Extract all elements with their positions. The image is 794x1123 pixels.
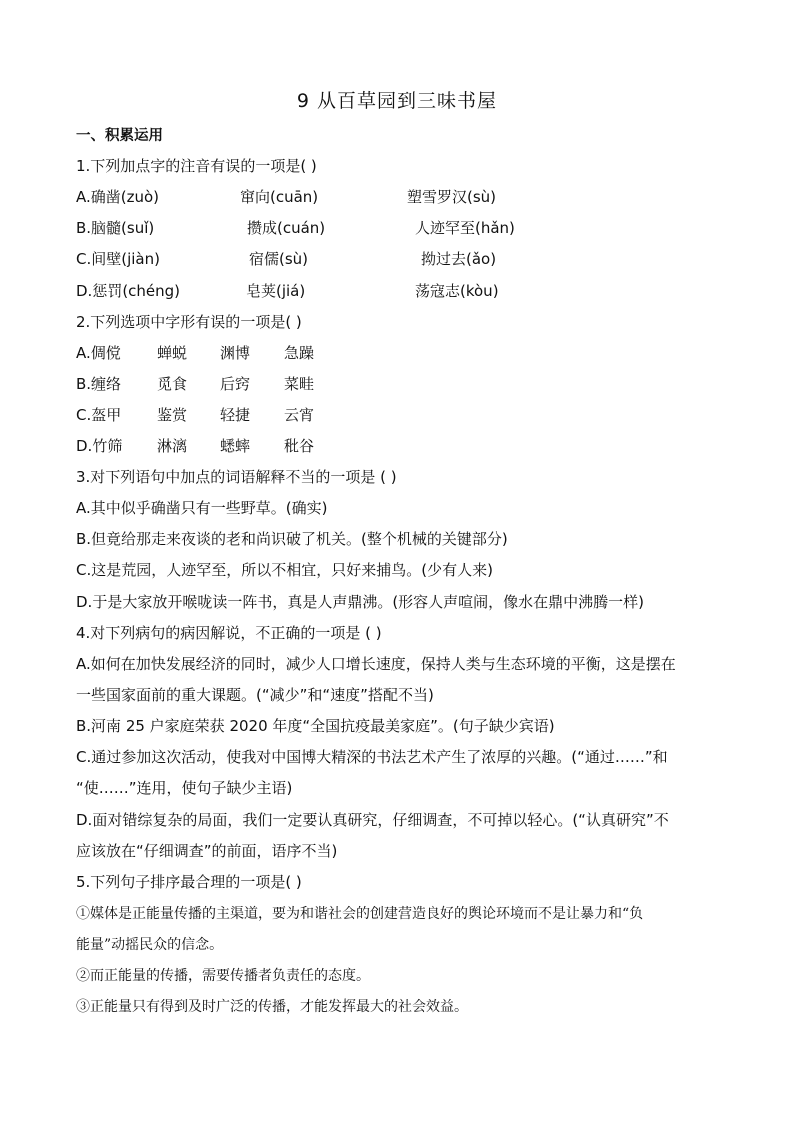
question-5-stem: 5.下列句子排序最合理的一项是( ) <box>76 873 302 891</box>
q1-option-a-3: 塑雪罗汉(sù) <box>407 188 497 206</box>
q2-b-2: 觅食 <box>157 375 188 393</box>
q1-option-b-3: 人迹罕至(hǎn) <box>415 219 515 237</box>
q1-option-d-2: 皂荚(jiá) <box>246 282 306 300</box>
q2-d-4: 秕谷 <box>284 437 315 455</box>
q2-d-1: D.竹筛 <box>76 437 123 455</box>
q5-sentence-2: ②而正能量的传播，需要传播者负责任的态度。 <box>76 968 370 984</box>
q1-option-b-1: B.脑髓(suǐ) <box>76 219 155 237</box>
q5-sentence-3: ③正能量只有得到及时广泛的传播，才能发挥最大的社会效益。 <box>76 999 468 1015</box>
q1-option-c-3: 拗过去(ǎo) <box>421 250 497 268</box>
q2-d-3: 蟋蟀 <box>220 437 251 455</box>
q4-option-c-line2: “使……”连用，使句子缺少主语) <box>76 779 293 797</box>
q4-option-a-line2: 一些国家面前的重大课题。(“减少”和“速度”搭配不当) <box>76 686 434 704</box>
q1-option-c-1: C.间壁(jiàn) <box>76 250 160 268</box>
q2-b-1: B.缠络 <box>76 375 122 393</box>
q2-b-4: 菜畦 <box>284 375 315 393</box>
q5-sentence-1-line1: ①媒体是正能量传播的主渠道，要为和谐社会的创建营造良好的舆论环境而不是让暴力和“负 <box>76 906 644 922</box>
section-heading: 一、积累运用 <box>76 128 163 144</box>
q1-option-a-1: A.确凿(zuò) <box>76 188 160 206</box>
q1-option-c-2: 宿儒(sù) <box>249 250 309 268</box>
question-1-stem: 1.下列加点字的注音有误的一项是( ) <box>76 157 317 175</box>
q5-sentence-1-line2: 能量”动摇民众的信念。 <box>76 937 224 953</box>
q2-a-4: 急躁 <box>284 344 315 362</box>
question-4-stem: 4.对下列病句的病因解说，不正确的一项是 ( ) <box>76 624 382 642</box>
q2-a-2: 蝉蜕 <box>157 344 188 362</box>
question-2-stem: 2.下列选项中字形有误的一项是( ) <box>76 313 302 331</box>
q1-option-d-1: D.惩罚(chéng) <box>76 282 181 300</box>
q1-option-a-2: 窜向(cuān) <box>240 188 319 206</box>
q3-option-b: B.但竟给那走来夜谈的老和尚识破了机关。(整个机械的关键部分) <box>76 530 508 548</box>
q3-option-d: D.于是大家放开喉咙读一阵书，真是人声鼎沸。(形容人声喧闹，像水在鼎中沸腾一样) <box>76 593 645 611</box>
q2-c-4: 云宵 <box>284 406 315 424</box>
q2-c-2: 鉴赏 <box>157 406 188 424</box>
q2-d-2: 淋漓 <box>157 437 188 455</box>
q2-c-1: C.盔甲 <box>76 406 122 424</box>
q1-option-d-3: 荡寇志(kòu) <box>415 282 499 300</box>
q3-option-a: A.其中似乎确凿只有一些野草。(确实) <box>76 499 328 517</box>
q4-option-c-line1: C.通过参加这次活动，使我对中国博大精深的书法艺术产生了浓厚的兴趣。(“通过……”和 <box>76 748 668 766</box>
q4-option-d-line1: D.面对错综复杂的局面，我们一定要认真研究，仔细调查，不可掉以轻心。(“认真研究”不 <box>76 811 669 829</box>
q4-option-b: B.河南 25 户家庭荣获 2020 年度“全国抗疫最美家庭”。(句子缺少宾语) <box>76 717 555 735</box>
q1-option-b-2: 攒成(cuán) <box>247 219 326 237</box>
q2-c-3: 轻捷 <box>220 406 251 424</box>
page-title: 9 从百草园到三味书屋 <box>296 90 498 112</box>
q2-b-3: 后窍 <box>220 375 251 393</box>
q4-option-a-line1: A.如何在加快发展经济的同时，减少人口增长速度，保持人类与生态环境的平衡，这是摆在 <box>76 655 676 673</box>
q4-option-d-line2: 应该放在“仔细调查”的前面，语序不当) <box>76 842 338 860</box>
q3-option-c: C.这是荒园，人迹罕至，所以不相宜，只好来捕鸟。(少有人来) <box>76 561 493 579</box>
q2-a-3: 渊博 <box>220 344 251 362</box>
question-3-stem: 3.对下列语句中加点的词语解释不当的一项是 ( ) <box>76 468 397 486</box>
q2-a-1: A.倜傥 <box>76 344 121 362</box>
